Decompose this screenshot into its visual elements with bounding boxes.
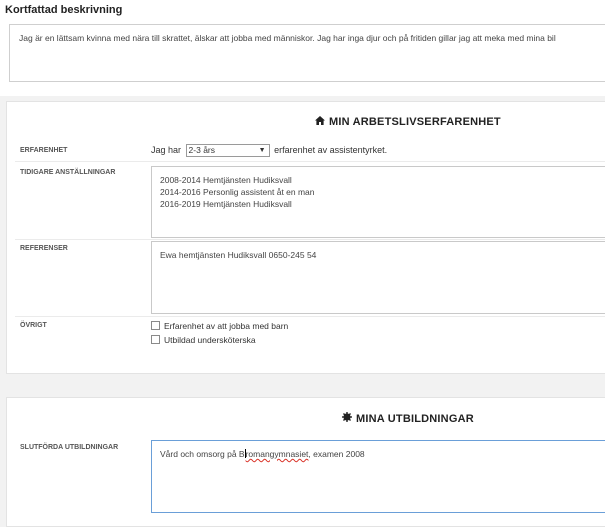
education-text-end: , examen 2008 [308,449,365,459]
divider [15,316,605,317]
completed-education-textarea[interactable] [151,440,605,513]
checkbox-label: Utbildad undersköterska [164,335,256,345]
references-textarea[interactable]: Ewa hemtjänsten Hudiksvall 0650-245 54 [151,241,605,314]
work-title-text: MIN ARBETSLIVSERFARENHET [329,116,501,128]
completed-education-label: SLUTFÖRDA UTBILDNINGAR [20,444,119,451]
dropdown-arrow-icon: ▼ [258,147,266,154]
checkbox[interactable] [151,321,160,330]
experience-select[interactable] [186,144,270,157]
previous-jobs-textarea[interactable] [151,166,605,238]
checkbox-label: Erfarenhet av att jobba med barn [164,321,289,331]
checkbox[interactable] [151,335,160,344]
divider [15,161,605,162]
checkbox-row[interactable] [151,321,288,331]
spelling-error-word: romangymnasiet [245,449,309,459]
education-section-title [342,412,474,425]
checkbox-row[interactable] [151,335,256,345]
experience-select-value: 2-3 års [188,145,216,155]
summary-section [0,0,605,96]
work-experience-panel [6,101,605,374]
work-section-title [315,116,501,128]
other-label: ÖVRIGT [20,322,47,329]
education-panel [6,397,605,527]
previous-job-line: 2014-2016 Personlig assistent åt en man [160,187,315,197]
summary-title: Kortfattad beskrivning [5,4,123,16]
previous-job-line: 2008-2014 Hemtjänsten Hudiksvall [160,175,292,185]
experience-row [151,144,387,157]
home-icon [315,116,325,128]
badge-icon [342,412,352,425]
divider [15,239,605,240]
references-label: REFERENSER [20,245,68,252]
experience-label: ERFARENHET [20,147,68,154]
summary-textarea[interactable]: Jag är en lättsam kvinna med nära till skrattet, älskar att jobba med människor. Jag har inga djur och på fritiden gillar jag att meka med mina bil [9,24,605,82]
previous-jobs-label: TIDIGARE ANSTÄLLNINGAR [20,169,116,176]
experience-suffix: erfarenhet av assistentyrket. [274,144,388,155]
previous-job-line: 2016-2019 Hemtjänsten Hudiksvall [160,199,292,209]
experience-prefix: Jag har [151,144,182,155]
education-title-text: MINA UTBILDNINGAR [356,413,474,425]
education-text-start: Vård och omsorg på B [160,449,245,459]
